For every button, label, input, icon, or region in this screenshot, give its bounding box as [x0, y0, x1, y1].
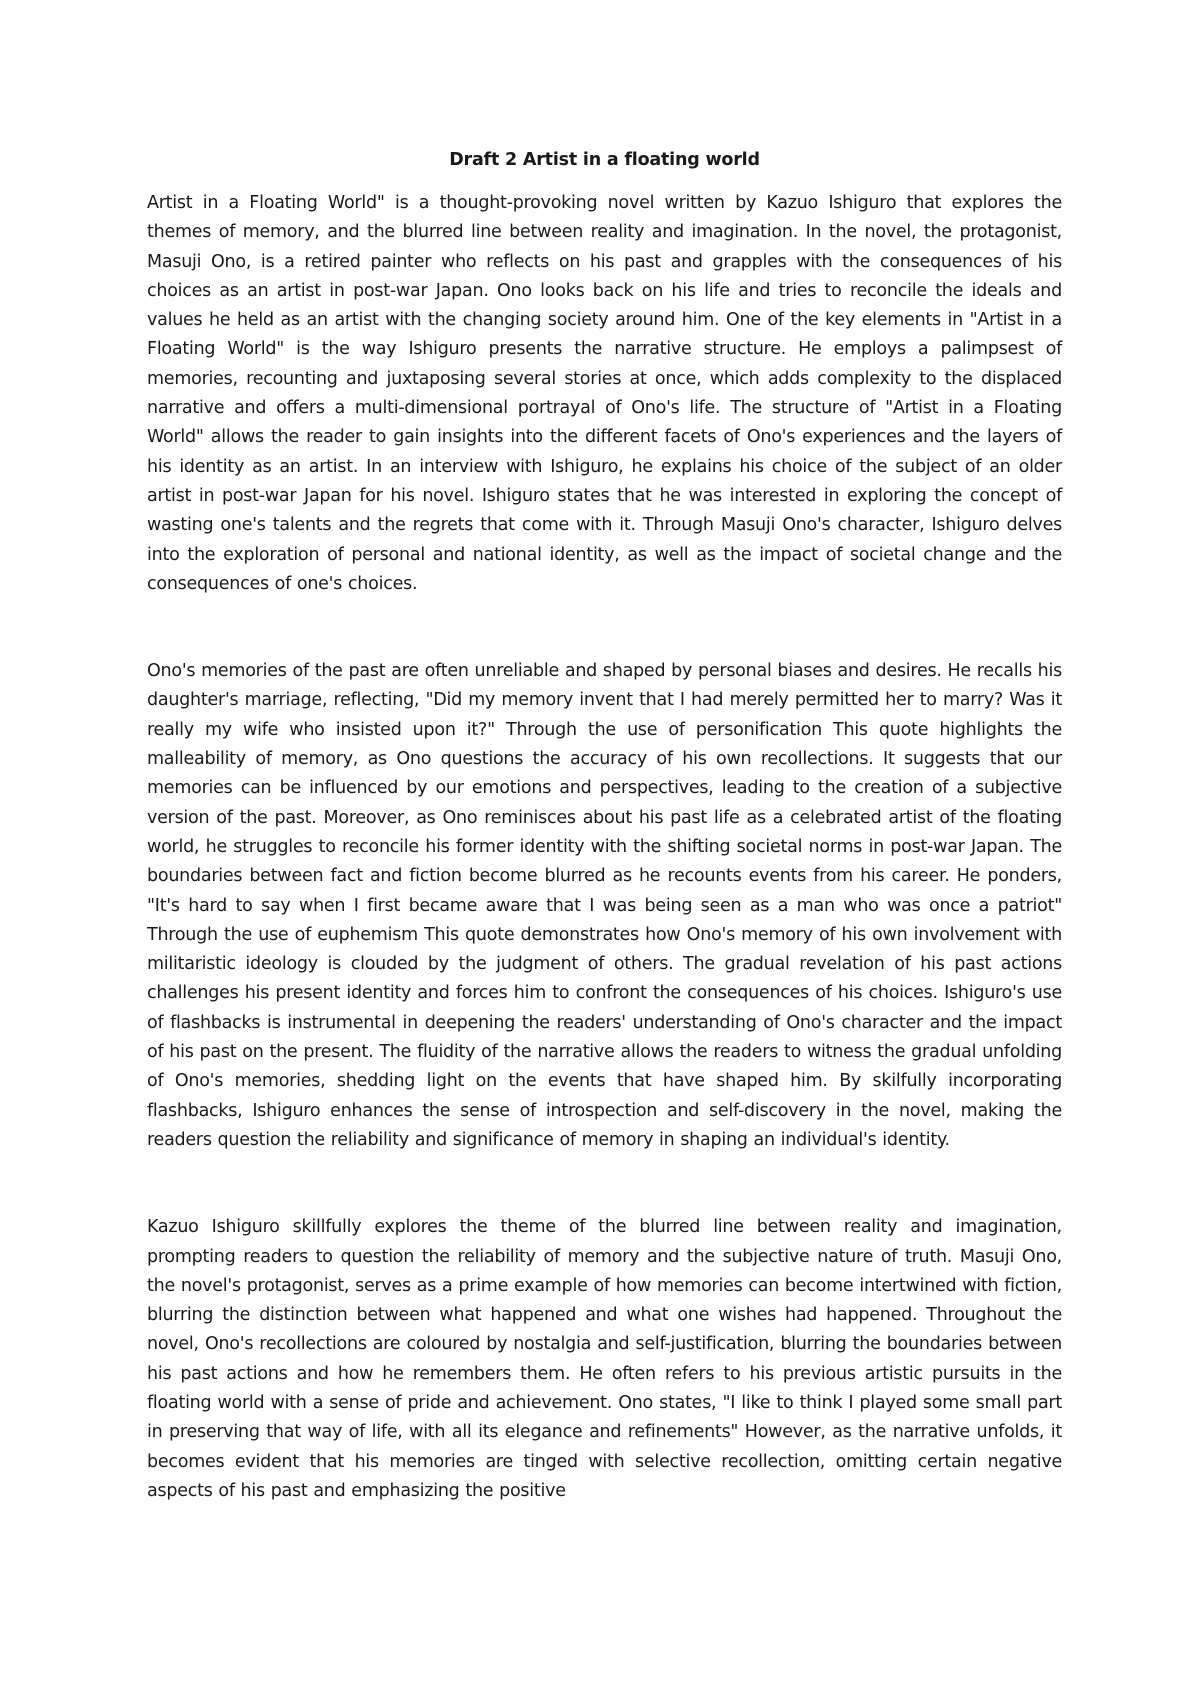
document-title: Draft 2 Artist in a floating world	[449, 150, 760, 170]
paragraph-2: Ono's memories of the past are often unreliable and shaped by personal biases and desires. He recalls his daughter's marriage, reflecting, "Did my memory invent that I had merely permitted her to marry? Was it really my wife who insisted upon it?" Through the use of personification This quote highlights the malleability of memory, as Ono questions the accuracy of his own recollections. It suggests that our memories can be influenced by our emotions and perspectives, leading to the creation of a subjective version of the past. Moreover, as Ono reminisces about his past life as a celebrated artist of the floating world, he struggles to reconcile his former identity with the shifting societal norms in post-war Japan. The boundaries between fact and fiction become blurred as he recounts events from his career. He ponders, "It's hard to say when I first became aware that I was being seen as a man who was once a patriot" Through the use of euphemism This quote demonstrates how Ono's memory of his own involvement with militaristic ideology is clouded by the judgment of others. The gradual revelation of his past actions challenges his present identity and forces him to confront the consequences of his choices. Ishiguro's use of flashbacks is instrumental in deepening the readers' understanding of Ono's character and the impact of his past on the present. The fluidity of the narrative allows the readers to witness the gradual unfolding of Ono's memories, shedding light on the events that have shaped him. By skilfully incorporating flashbacks, Ishiguro enhances the sense of introspection and self-discovery in the novel, making the readers question the reliability and significance of memory in shaping an individual's identity.	[147, 661, 1062, 1150]
document-body	[147, 146, 1062, 1506]
paragraph-3: Kazuo Ishiguro skillfully explores the theme of the blurred line between reality and imagination, prompting readers to question the reliability of memory and the subjective nature of truth. Masuji Ono, the novel's protagonist, serves as a prime example of how memories can become intertwined with fiction, blurring the distinction between what happened and what one wishes had happened. Throughout the novel, Ono's recollections are coloured by nostalgia and self-justification, blurring the boundaries between his past actions and how he remembers them. He often refers to his previous artistic pursuits in the floating world with a sense of pride and achievement. Ono states, "I like to think I played some small part in preserving that way of life, with all its elegance and refinements" However, as the narrative unfolds, it becomes evident that his memories are tinged with selective recollection, omitting certain negative aspects of his past and emphasizing the positive	[147, 1217, 1062, 1501]
paragraph-gap	[147, 599, 1062, 657]
paragraph-1: Artist in a Floating World" is a thought-provoking novel written by Kazuo Ishiguro that explores the themes of memory, and the blurred line between reality and imagination. In the novel, the protagonist, Masuji Ono, is a retired painter who reflects on his past and grapples with the consequences of his choices as an artist in post-war Japan. Ono looks back on his life and tries to reconcile the ideals and values he held as an artist with the changing society around him. One of the key elements in "Artist in a Floating World" is the way Ishiguro presents the narrative structure. He employs a palimpsest of memories, recounting and juxtaposing several stories at once, which adds complexity to the displaced narrative and offers a multi-dimensional portrayal of Ono's life. The structure of "Artist in a Floating World" allows the reader to gain insights into the different facets of Ono's experiences and the layers of his identity as an artist. In an interview with Ishiguro, he explains his choice of the subject of an older artist in post-war Japan for his novel. Ishiguro states that he was interested in exploring the concept of wasting one's talents and the regrets that come with it. Through Masuji Ono's character, Ishiguro delves into the exploration of personal and national identity, as well as the impact of societal change and the consequences of one's choices.	[147, 193, 1062, 594]
paragraph-gap	[147, 1155, 1062, 1213]
